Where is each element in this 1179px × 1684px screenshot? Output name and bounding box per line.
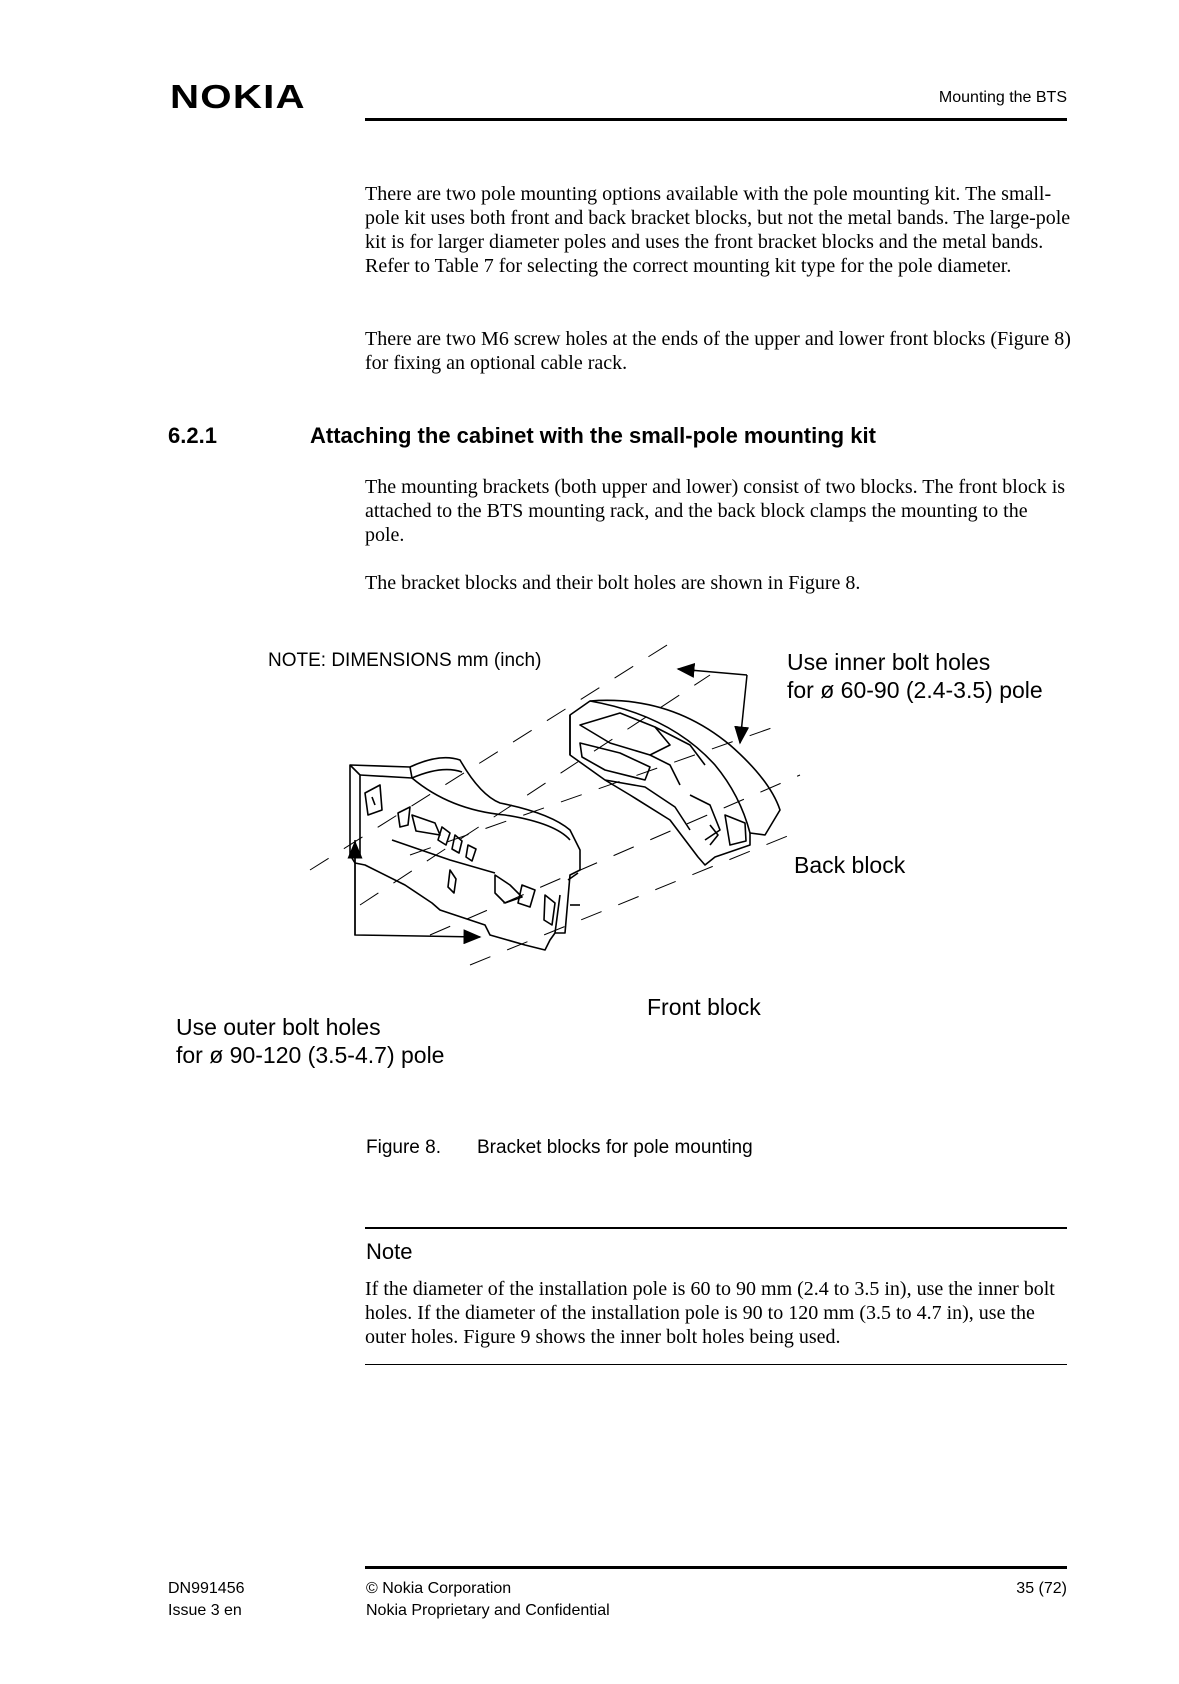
figure-caption-text: Bracket blocks for pole mounting bbox=[477, 1137, 753, 1158]
figure-caption-number: Figure 8. bbox=[366, 1137, 441, 1158]
inner-bolt-holes-label bbox=[787, 648, 1043, 704]
front-block-shape bbox=[350, 758, 580, 950]
nokia-logo: NOKIA bbox=[170, 78, 306, 115]
dimensions-note: NOTE: DIMENSIONS mm (inch) bbox=[268, 650, 542, 671]
inner-bolt-holes-line2: for ø 60-90 (2.4-3.5) pole bbox=[787, 677, 1043, 703]
footer-page-number: 35 (72) bbox=[1016, 1580, 1067, 1597]
alignment-lines bbox=[310, 640, 800, 965]
back-block-shape bbox=[570, 700, 780, 865]
footer-copyright: © Nokia Corporation bbox=[366, 1580, 512, 1597]
outer-bolt-holes-line2: for ø 90-120 (3.5-4.7) pole bbox=[176, 1042, 445, 1068]
front-block-label: Front block bbox=[647, 994, 761, 1020]
note-text: If the diameter of the installation pole is 60 to 90 mm (2.4 to 3.5 in), use the inner bolt holes. If the diameter of the installation pole is 90 to 120 mm (3.5 to 4.7 in), use the outer holes. Figure 9 shows the inner bolt holes being used. bbox=[365, 1278, 1055, 1348]
header-title: Mounting the BTS bbox=[938, 89, 1067, 106]
footer-issue: Issue 3 en bbox=[168, 1602, 242, 1619]
footer-confidential: Nokia Proprietary and Confidential bbox=[366, 1602, 610, 1619]
back-block-label: Back block bbox=[794, 852, 906, 878]
callout-arrows bbox=[355, 669, 747, 937]
footer-divider bbox=[365, 1566, 1067, 1569]
paragraph-brackets: The mounting brackets (both upper and lower) consist of two blocks. The front block is attached to the BTS mounting rack, and the back block clamps the mounting to the pole. bbox=[365, 476, 1066, 546]
note-top-rule bbox=[365, 1227, 1067, 1229]
section-title: Attaching the cabinet with the small-pole mounting kit bbox=[310, 423, 876, 448]
inner-bolt-holes-line1: Use inner bolt holes bbox=[787, 649, 991, 675]
note-heading: Note bbox=[366, 1239, 413, 1264]
footer-doc-id: DN991456 bbox=[168, 1580, 245, 1597]
paragraph-screw-holes: There are two M6 screw holes at the ends of the upper and lower front blocks (Figure 8) for fixing an optional cable rack. bbox=[365, 328, 1071, 374]
paragraph-pole-options: There are two pole mounting options available with the pole mounting kit. The small-pole kit uses both front and back bracket blocks, but not the metal bands. The large-pole kit is for larger diameter poles and uses the front bracket blocks and the metal bands. Refer to Table 7 for selecting the correct mounting kit type for the pole diameter. bbox=[365, 183, 1071, 277]
outer-bolt-holes-line1: Use outer bolt holes bbox=[176, 1014, 381, 1040]
section-number: 6.2.1 bbox=[168, 423, 217, 448]
header-divider bbox=[365, 118, 1067, 121]
outer-bolt-holes-label bbox=[176, 1013, 444, 1069]
note-bottom-rule bbox=[365, 1364, 1067, 1365]
paragraph-figure-reference: The bracket blocks and their bolt holes are shown in Figure 8. bbox=[365, 572, 861, 594]
